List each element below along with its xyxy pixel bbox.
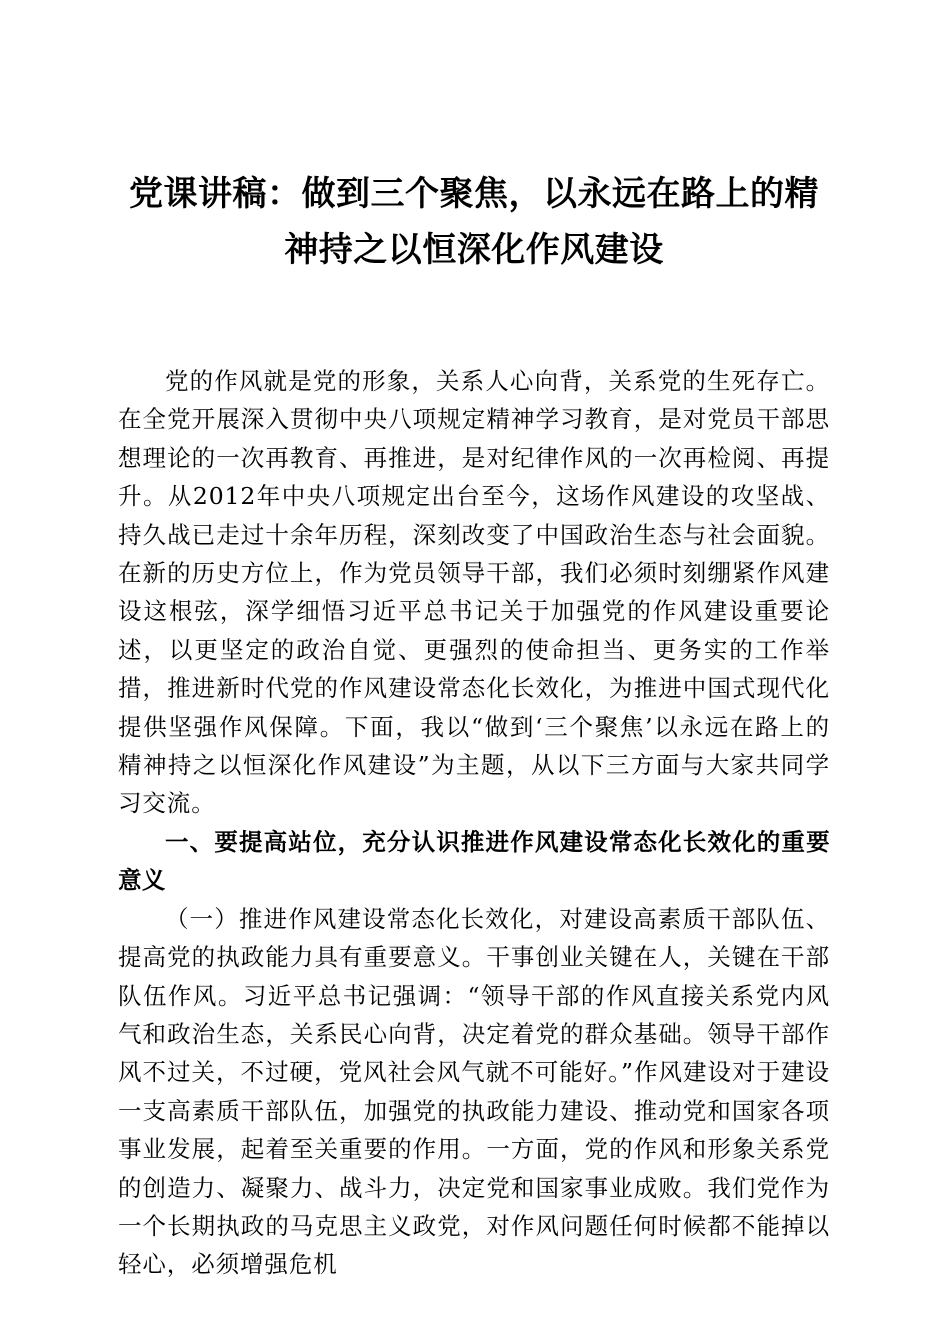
section-heading-1: 一、要提高站位，充分认识推进作风建设常态化长效化的重要意义 [118,827,830,895]
document-title-line-1: 党课讲稿：做到三个聚焦，以永远在路上的精 [129,174,819,214]
document-body [118,362,830,1284]
document-title-line-2: 神持之以恒深化作风建设 [284,230,664,270]
intro-paragraph: 党的作风就是党的形象，关系人心向背，关系党的生死存亡。在全党开展深入贯彻中央八项规定精神学习教育，是对党员干部思想理论的一次再教育、再推进，是对纪律作风的一次再检阅、再提升。从2012年中央八项规定出台至今，这场作风建设的攻坚战、持久战已走过十余年历程，深刻改变了中国政治生态与社会面貌。在新的历史方位上，作为党员领导干部，我们必须时刻绷紧作风建设这根弦，深学细悟习近平总书记关于加强党的作风建设重要论述，以更坚定的政治自觉、更强烈的使命担当、更务实的工作举措，推进新时代党的作风建设常态化长效化，为推进中国式现代化提供坚强作风保障。下面，我以“做到‘三个聚焦’以永远在路上的精神持之以恒深化作风建设”为主题，从以下三方面与大家共同学习交流。 [118,367,830,818]
document-title [118,166,830,278]
subsection-paragraph-1: （一）推进作风建设常态化长效化，对建设高素质干部队伍、提高党的执政能力具有重要意义。干事创业关键在人，关键在干部队伍作风。习近平总书记强调：“领导干部的作风直接关系党内风气和政治生态，关系民心向背，决定着党的群众基础。领导干部作风不过关，不过硬，党风社会风气就不可能好。”作风建设对于建设一支高素质干部队伍，加强党的执政能力建设、推动党和国家各项事业发展，起着至关重要的作用。一方面，党的作风和形象关系党的创造力、凝聚力、战斗力，决定党和国家事业成败。我们党作为一个长期执政的马克思主义政党，对作风问题任何时候都不能掉以轻心，必须增强危机 [118,904,830,1279]
